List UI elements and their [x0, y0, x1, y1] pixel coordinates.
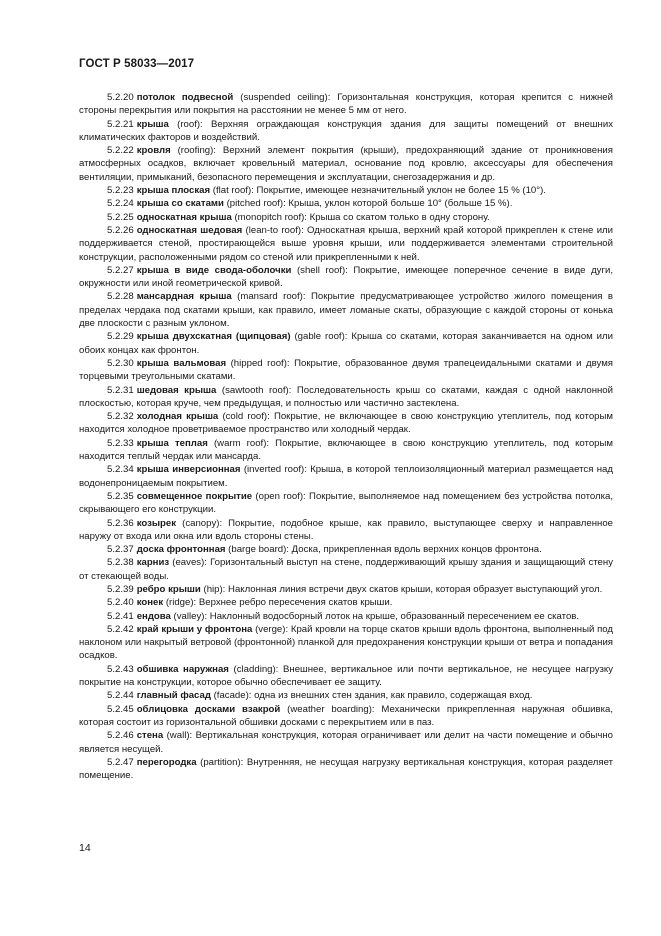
entry-number: 5.2.26 — [107, 224, 134, 236]
definition-entry — [79, 583, 613, 596]
entry-definition: (mansard roof): Покрытие предусматривающее устройство жилого помещения в пределах чердака под скатами крыши, как правило, имеет ломаные скаты, образующие с каждой стороны от конька две плоскости с разным уклоном. — [79, 291, 613, 330]
entry-number: 5.2.27 — [107, 264, 134, 276]
entry-number: 5.2.34 — [107, 464, 134, 476]
definition-entry — [79, 556, 613, 583]
entry-term: перегородка — [136, 756, 197, 768]
entry-number: 5.2.38 — [107, 557, 134, 569]
entry-term: односкатная крыша — [136, 211, 232, 223]
definition-entry — [79, 211, 613, 224]
definition-entry — [79, 197, 613, 210]
entry-term: ендова — [136, 610, 171, 622]
definition-entry — [79, 703, 613, 730]
entry-term: край крыши у фронтона — [136, 623, 253, 635]
entry-definition: (sawtooth roof): Последовательность крыш со скатами, каждая с одной наклонной плоскостью, которая круче, чем предыдущая, и полностью или частично застеклена. — [79, 384, 613, 409]
entry-number: 5.2.23 — [107, 185, 134, 197]
entry-term: мансардная крыша — [136, 291, 232, 303]
entry-number: 5.2.46 — [107, 730, 134, 742]
definition-entry — [79, 610, 613, 623]
entry-definition: (open roof): Покрытие, выполняемое над помещением без устройства потолка, скрывающего его конструкции. — [79, 490, 613, 516]
definition-entry — [79, 144, 613, 184]
definition-entry — [79, 490, 613, 517]
entry-definition: (weather boarding): Механически прикрепленная наружная обшивка, которая состоит из горизонтальной обшивки досками с перекрытием или в паз. — [79, 703, 614, 728]
entry-term: облицовка досками взакрой — [136, 703, 281, 715]
entry-number: 5.2.44 — [107, 690, 134, 702]
entry-definition: (lean-to roof): Односкатная крыша, верхний край которой прикреплен к стене или поддерживается стеной, простирающейся выше уровня крыши, или поддерживается элементами строительной конструкции, расположенными рядом со стеной или прикрепленными к ней. — [79, 224, 614, 263]
entry-term: карниз — [136, 557, 170, 569]
entry-number: 5.2.41 — [107, 610, 134, 622]
entry-definition: (ridge): Верхнее ребро пересечения скатов крыши. — [163, 597, 393, 609]
definition-entry — [79, 264, 613, 291]
entry-definition: (hip): Наклонная линия встречи двух скатов крыши, которая образует выступающий угол. — [200, 583, 603, 595]
entry-term: крыша теплая — [136, 437, 208, 449]
entry-definition: (flat roof): Покрытие, имеющее незначительный уклон не более 15 % (10°). — [210, 185, 546, 197]
page-number: 14 — [79, 842, 91, 854]
definition-entry — [79, 729, 613, 756]
definition-entry — [79, 357, 613, 384]
definition-entry — [79, 224, 613, 264]
entry-term: крыша двухскатная (щипцовая) — [136, 331, 291, 343]
entry-definition: (warm roof): Покрытие, включающее в свою конструкцию утеплитель, под которым находится теплый чердак или мансарда. — [79, 437, 613, 463]
entry-number: 5.2.35 — [107, 490, 134, 502]
definition-entry — [79, 689, 613, 702]
entry-definition: (eaves): Горизонтальный выступ на стене, поддерживающий крышу здания и защищающий стену от стекающей воды. — [79, 557, 613, 582]
definition-entry — [79, 330, 613, 357]
entry-definition: (suspended ceiling): Горизонтальная конструкция, которая крепится с нижней стороны перекрытия или покрытия на расстоянии не менее 5 мм от него. — [79, 92, 613, 117]
entry-term: главный фасад — [136, 690, 211, 702]
entry-number: 5.2.29 — [107, 331, 134, 343]
entry-definition: (cold roof): Покрытие, не включающее в свою конструкцию утеплитель, под которым находится холодное проветриваемое пространство или холодный чердак. — [79, 411, 613, 436]
entry-definition: (roofing): Верхний элемент покрытия (крыши), предохраняющий здание от проникновения атмосферных осадков, включает кровельный материал, основание под кровлю, аксессуары для обеспечения вентиляции, примыканий, безопасного перемещения и эксплуатации, снегозадержания и др. — [79, 145, 613, 183]
entry-definition: (canopy): Покрытие, подобное крыше, как правило, выступающее сверху и направленное наружу от входа или окна или вдоль стороны стены. — [79, 517, 613, 542]
entry-term: крыша инверсионная — [136, 464, 241, 476]
entry-definition: (wall): Вертикальная конструкция, которая ограничивает или делит на части помещение и обычно является несущей. — [79, 730, 613, 755]
entry-definition: (gable roof): Крыша со скатами, которая заканчивается на одном или обоих концах как фронтон. — [79, 331, 613, 356]
entry-number: 5.2.21 — [107, 118, 134, 130]
entry-term: обшивка наружная — [136, 663, 229, 675]
definition-entry — [79, 596, 613, 609]
entry-definition: (verge): Край кровли на торце скатов крыши вдоль фронтона, выполненный под наклоном или накрытый ветровой (фронтонной) планкой для предохранения конструкции крыши от ветра и попадания осадков. — [79, 623, 613, 662]
entry-number: 5.2.32 — [107, 411, 134, 423]
entry-definition: (partition): Внутренняя, не несущая нагрузку вертикальная конструкция, которая разделяет помещение. — [79, 756, 613, 782]
entry-number: 5.2.30 — [107, 357, 134, 369]
entry-term: потолок подвесной — [136, 92, 234, 103]
entry-number: 5.2.40 — [107, 597, 134, 609]
entry-definition: (cladding): Внешнее, вертикальное или почти вертикальное, не несущее нагрузку покрытие на конструкции, которое обычно обеспечивает ее защиту. — [79, 663, 613, 689]
entry-term: холодная крыша — [136, 411, 219, 423]
entry-number: 5.2.33 — [107, 437, 134, 449]
entry-definition: (roof): Верхняя ограждающая конструкция здания для защиты помещений от внешних климатических факторов и воздействий. — [79, 118, 613, 143]
definition-entry — [79, 118, 613, 145]
entry-term: крыша вальмовая — [136, 357, 227, 369]
entry-definition: (facade): одна из внешних стен здания, как правило, содержащая вход. — [210, 690, 533, 702]
definition-entry — [79, 623, 613, 663]
entry-number: 5.2.45 — [107, 703, 134, 715]
definition-entry — [79, 437, 613, 464]
entry-number: 5.2.31 — [107, 384, 134, 396]
entry-number: 5.2.28 — [107, 291, 134, 303]
entry-term: кровля — [136, 145, 171, 157]
entry-term: крыша со скатами — [136, 198, 224, 210]
entry-definition: (pitched roof): Крыша, уклон которой больше 10° (больше 15 %). — [223, 198, 513, 210]
entry-number: 5.2.20 — [107, 92, 134, 103]
definition-entry — [79, 517, 613, 544]
definition-entry — [79, 756, 613, 783]
entry-term: стена — [136, 730, 164, 742]
entry-number: 5.2.22 — [107, 145, 134, 157]
entry-definition: (hipped roof): Покрытие, образованное двумя трапецеидальными скатами и двумя торцевыми треугольными скатами. — [79, 357, 613, 383]
entry-term: доска фронтонная — [136, 544, 226, 556]
entry-term: совмещенное покрытие — [136, 490, 253, 502]
definition-entry — [79, 663, 613, 690]
definitions-list — [79, 91, 613, 782]
entry-definition: (valley): Наклонный водосборный лоток на крыше, образованный пересечением ее скатов. — [170, 610, 580, 622]
definition-entry — [79, 184, 613, 197]
entry-number: 5.2.42 — [107, 623, 134, 635]
entry-number: 5.2.24 — [107, 198, 134, 210]
entry-term: конек — [136, 597, 164, 609]
entry-term: ребро крыши — [136, 583, 201, 595]
definition-entry — [79, 543, 613, 556]
definition-entry — [79, 463, 613, 490]
entry-number: 5.2.43 — [107, 663, 134, 675]
definition-entry — [79, 290, 613, 330]
entry-term: крыша плоская — [136, 185, 211, 197]
entry-definition: (inverted roof): Крыша, в которой теплоизоляционный материал размещается над водонепроницаемым покрытием. — [79, 464, 613, 489]
definition-entry — [79, 384, 613, 411]
entry-definition: (monopitch roof): Крыша со скатом только в одну сторону. — [231, 211, 490, 223]
entry-number: 5.2.36 — [107, 517, 134, 529]
entry-number: 5.2.47 — [107, 756, 134, 768]
entry-number: 5.2.39 — [107, 583, 134, 595]
document-header: ГОСТ Р 58033—2017 — [79, 58, 195, 70]
entry-term: шедовая крыша — [136, 384, 217, 396]
definition-entry — [79, 410, 613, 437]
entry-number: 5.2.37 — [107, 544, 134, 556]
entry-term: крыша в виде свода-оболочки — [136, 264, 292, 276]
entry-term: крыша — [136, 118, 169, 130]
entry-number: 5.2.25 — [107, 211, 134, 223]
entry-definition: (shell roof): Покрытие, имеющее поперечное сечение в виде дуги, окружности или иной геометрической кривой. — [79, 264, 613, 290]
entry-definition: (barge board): Доска, прикрепленная вдоль верхних концов фронтона. — [225, 544, 542, 556]
definition-entry — [79, 91, 613, 118]
entry-term: козырек — [136, 517, 177, 529]
entry-term: односкатная шедовая — [136, 224, 243, 236]
